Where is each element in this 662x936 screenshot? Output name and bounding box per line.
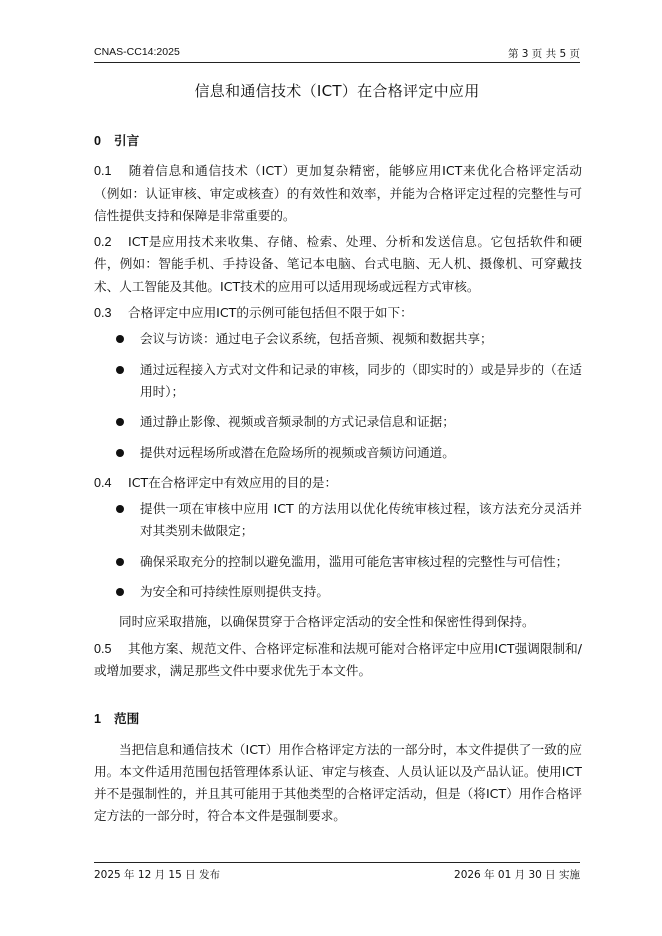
section-heading-scope: 1 范围 <box>94 711 140 727</box>
list-item: 通过远程接入方式对文件和记录的审核，同步的（即实时的）或是异步的（在适用时）； <box>94 359 582 404</box>
bullet-icon <box>116 418 124 426</box>
clause-0-1: 0.1 随着信息和通信技术（ICT）更加复杂精密，能够应用ICT来优化合格评定活动（例如：认证审核、审定或核查）的有效性和效率，并能为合格评定过程的完整性与可信性提供支持和保障是非常重要的。 <box>94 163 582 223</box>
effective-date: 2026 年 01 月 30 日 实施 <box>454 869 580 881</box>
clause-0-4: 0.4 ICT在合格评定中有效应用的目的是： <box>94 474 338 490</box>
document-code: CNAS-CC14:2025 <box>94 46 180 58</box>
bullet-icon <box>116 505 124 513</box>
issue-date: 2025 年 12 月 15 日 发布 <box>94 869 220 881</box>
bullet-icon <box>116 558 124 566</box>
bullet-icon <box>116 449 124 457</box>
list-item: 通过静止影像、视频或音频录制的方式记录信息和证据； <box>94 411 582 433</box>
clause-0-3-examples-list <box>94 328 582 463</box>
page-number: 第 3 页 共 5 页 <box>507 48 580 60</box>
clause-0-2: 0.2 ICT是应用技术来收集、存储、检索、处理、分析和发送信息。它包括软件和硬件，例如：智能手机、手持设备、笔记本电脑、台式电脑、无人机、摄像机、可穿戴技术、人工智能及其他。ICT技术的应用可以适用现场或远程方式审核。 <box>94 234 582 294</box>
clause-0-3: 0.3 合格评定中应用ICT的示例可能包括但不限于如下： <box>94 305 413 321</box>
list-item: 为安全和可持续性原则提供支持。 <box>94 581 582 603</box>
section-heading-introduction: 0 引言 <box>94 133 140 148</box>
clause-0-4-note: 同时应采取措施，以确保贯穿于合格评定活动的安全性和保密性得到保持。 <box>119 614 535 630</box>
clause-0-4-purposes-list <box>94 498 582 603</box>
page-footer <box>94 862 580 883</box>
list-item: 提供对远程场所或潜在危险场所的视频或音频访问通道。 <box>94 442 582 464</box>
document-body <box>94 130 582 832</box>
list-item: 提供一项在审核中应用 ICT 的方法用以优化传统审核过程，该方法充分灵活并对其类别未做限定； <box>94 498 582 543</box>
bullet-icon <box>116 588 124 596</box>
page-header <box>94 44 580 63</box>
list-item: 会议与访谈：通过电子会议系统，包括音频、视频和数据共享； <box>94 328 582 350</box>
bullet-icon <box>116 335 124 343</box>
list-item: 确保采取充分的控制以避免滥用，滥用可能危害审核过程的完整性与可信性； <box>94 551 582 573</box>
section-spacer <box>94 686 582 708</box>
scope-paragraph: 当把信息和通信技术（ICT）用作合格评定方法的一部分时，本文件提供了一致的应用。本文件适用范围包括管理体系认证、审定与核查、人员认证以及产品认证。使用ICT并不是强制性的，并且其可能用于其他类型的合格评定活动，但是（将ICT）用作合格评定方法的一部分时，符合本文件是强制要求。 <box>94 741 582 824</box>
bullet-icon <box>116 366 124 374</box>
document-title: 信息和通信技术（ICT）在合格评定中应用 <box>194 82 480 100</box>
clause-0-5: 0.5 其他方案、规范文件、合格评定标准和法规可能对合格评定中应用ICT强调限制和/或增加要求，满足那些文件中要求优先于本文件。 <box>94 640 582 678</box>
